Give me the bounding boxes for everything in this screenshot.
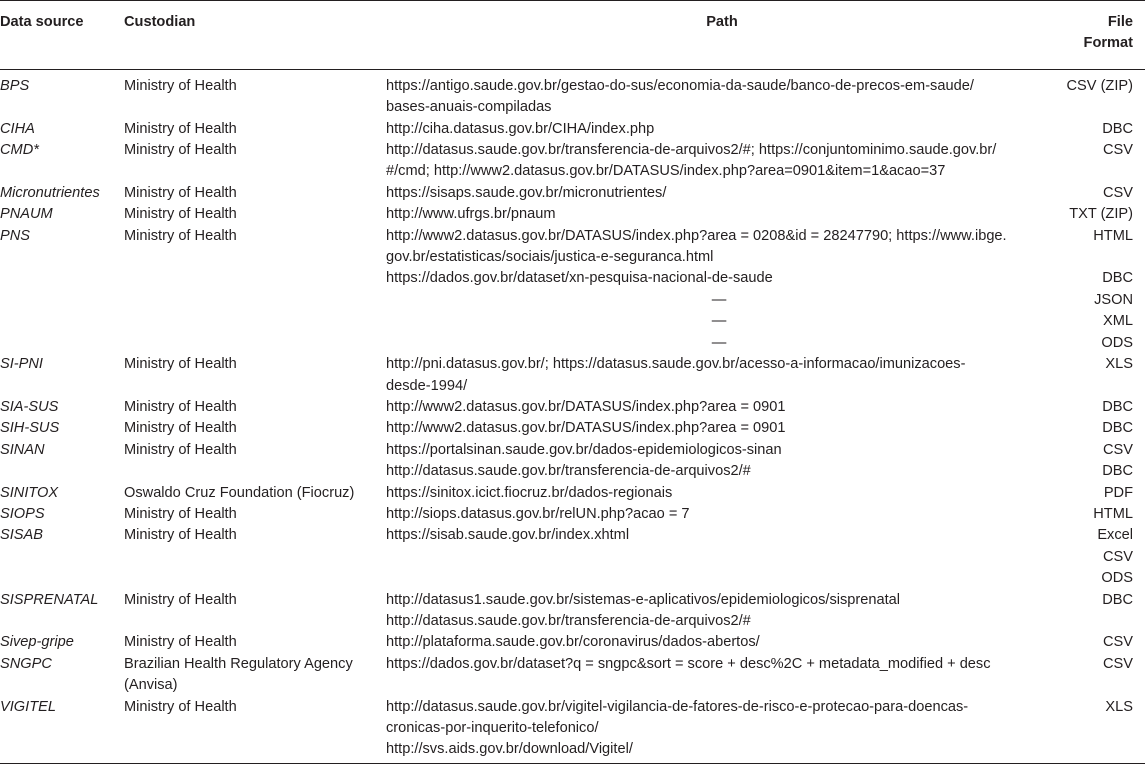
cell-path	[386, 418, 1058, 439]
custodian-line: Ministry of Health	[124, 505, 237, 522]
cell-path	[386, 654, 1058, 697]
custodian-line: Ministry of Health	[124, 398, 237, 415]
cell-path	[386, 290, 1058, 311]
cell-custodian	[124, 632, 386, 653]
custodian-line: Ministry of Health	[124, 356, 237, 373]
cell-file-format: CSV	[1102, 441, 1133, 458]
data-sources-table	[0, 8, 1145, 761]
cell-file-format: XLS	[1105, 356, 1133, 373]
cell-custodian	[124, 354, 386, 397]
cell-data-source: SIH-SUS	[0, 420, 60, 437]
cell-path	[386, 568, 1058, 589]
path-line: https://sisab.saude.gov.br/index.xhtml	[386, 527, 630, 544]
path-line: http://ciha.datasus.gov.br/CIHA/index.php	[386, 120, 655, 137]
path-line: http://svs.aids.gov.br/download/Vigitel/	[386, 741, 633, 758]
path-line: http://www2.datasus.gov.br/DATASUS/index.php?area = 0208&id = 28247790; https://www.ibge.	[386, 227, 1007, 244]
cell-path	[386, 525, 1058, 546]
path-line: —	[711, 313, 727, 330]
cell-custodian	[124, 418, 386, 439]
table-row	[0, 568, 1145, 589]
path-line: cronicas-por-inquerito-telefonico/	[386, 720, 599, 736]
cell-custodian	[124, 140, 386, 183]
header-row	[0, 8, 1145, 69]
path-line: http://datasus.saude.gov.br/transferencia-de-arquivos2/#	[386, 612, 751, 629]
cell-data-source	[0, 333, 124, 354]
custodian-line: Ministry of Health	[124, 441, 237, 458]
custodian-line: Ministry of Health	[124, 206, 237, 223]
cell-file-format: DBC	[1102, 120, 1133, 137]
cell-data-source	[0, 311, 124, 332]
cell-data-source: SINAN	[0, 441, 45, 458]
cell-data-source: PNAUM	[0, 206, 53, 223]
cell-custodian	[124, 69, 386, 118]
cell-path	[386, 204, 1058, 225]
header-file-format-line1: File	[1107, 14, 1133, 30]
table-row	[0, 290, 1145, 311]
cell-data-source	[0, 547, 124, 568]
custodian-line: Brazilian Health Regulatory Agency	[124, 655, 353, 672]
cell-path	[386, 226, 1058, 269]
table-body	[0, 69, 1145, 761]
cell-file-format: CSV	[1102, 142, 1133, 159]
cell-file-format: DBC	[1102, 463, 1133, 480]
cell-path	[386, 268, 1058, 289]
cell-path	[386, 397, 1058, 418]
path-line: gov.br/estatisticas/sociais/justica-e-seguranca.html	[386, 249, 714, 266]
table-row	[0, 483, 1145, 504]
cell-custodian	[124, 440, 386, 461]
cell-custodian	[124, 290, 386, 311]
cell-data-source: SISPRENATAL	[0, 591, 99, 608]
path-line: https://portalsinan.saude.gov.br/dados-epidemiologicos-sinan	[386, 441, 782, 458]
custodian-line: (Anvisa)	[124, 677, 178, 694]
custodian-line: Oswaldo Cruz Foundation (Fiocruz)	[124, 484, 355, 501]
path-line: http://siops.datasus.gov.br/relUN.php?acao = 7	[386, 505, 690, 522]
top-rule	[0, 0, 1145, 1]
custodian-line: Ministry of Health	[124, 227, 237, 244]
cell-data-source: SNGPC	[0, 655, 52, 672]
cell-path	[386, 504, 1058, 525]
path-line: https://sisaps.saude.gov.br/micronutrientes/	[386, 184, 667, 201]
table-row	[0, 525, 1145, 546]
header-file-format	[1058, 8, 1145, 69]
table-row	[0, 268, 1145, 289]
table-row	[0, 632, 1145, 653]
cell-path	[386, 311, 1058, 332]
path-line: http://www2.datasus.gov.br/DATASUS/index.php?area = 0901	[386, 398, 786, 415]
cell-data-source	[0, 568, 124, 589]
cell-path	[386, 183, 1058, 204]
table-row	[0, 311, 1145, 332]
table-row	[0, 547, 1145, 568]
cell-data-source: CIHA	[0, 120, 35, 137]
cell-data-source: Sivep-gripe	[0, 634, 74, 651]
cell-custodian	[124, 654, 386, 697]
cell-path	[386, 697, 1058, 761]
cell-path	[386, 461, 1058, 482]
cell-file-format: HTML	[1093, 505, 1133, 522]
table-row	[0, 397, 1145, 418]
cell-path	[386, 440, 1058, 461]
path-line: https://dados.gov.br/dataset?q = sngpc&sort = score + desc%2C + metadata_modified + desc	[386, 655, 991, 672]
cell-file-format: CSV	[1102, 634, 1133, 651]
cell-path	[386, 547, 1058, 568]
table-row	[0, 204, 1145, 225]
cell-custodian	[124, 483, 386, 504]
path-line: http://datasus.saude.gov.br/transferencia-de-arquivos2/#	[386, 463, 751, 480]
cell-path	[386, 69, 1058, 118]
cell-custodian	[124, 183, 386, 204]
table-row	[0, 183, 1145, 204]
cell-path	[386, 632, 1058, 653]
cell-custodian	[124, 204, 386, 225]
table-row	[0, 354, 1145, 397]
table-row	[0, 418, 1145, 439]
bottom-rule	[0, 763, 1145, 764]
path-line: http://www2.datasus.gov.br/DATASUS/index.php?area = 0901	[386, 420, 786, 437]
cell-file-format: PDF	[1103, 484, 1133, 501]
custodian-line: Ministry of Health	[124, 120, 237, 137]
path-line: http://pni.datasus.gov.br/; https://datasus.saude.gov.br/acesso-a-informacao/imunizacoes-	[386, 356, 966, 373]
cell-path	[386, 333, 1058, 354]
custodian-line: Ministry of Health	[124, 698, 237, 715]
path-line: —	[711, 291, 727, 308]
path-line: https://dados.gov.br/dataset/xn-pesquisa-nacional-de-saude	[386, 270, 773, 287]
cell-path	[386, 590, 1058, 633]
cell-data-source	[0, 461, 124, 482]
cell-data-source	[0, 268, 124, 289]
cell-custodian	[124, 119, 386, 140]
table-row	[0, 697, 1145, 761]
cell-custodian	[124, 397, 386, 418]
cell-custodian	[124, 311, 386, 332]
cell-data-source: Micronutrientes	[0, 184, 100, 201]
cell-custodian	[124, 568, 386, 589]
custodian-line: Ministry of Health	[124, 527, 237, 544]
path-line: —	[711, 334, 727, 351]
cell-custodian	[124, 226, 386, 269]
table-row	[0, 440, 1145, 461]
cell-file-format: DBC	[1102, 591, 1133, 608]
cell-data-source: SINITOX	[0, 484, 59, 501]
cell-data-source: SIA-SUS	[0, 398, 59, 415]
path-line: http://datasus1.saude.gov.br/sistemas-e-aplicativos/epidemiologicos/sisprenatal	[386, 591, 901, 608]
cell-data-source: BPS	[0, 77, 30, 94]
cell-file-format: CSV	[1102, 548, 1133, 565]
table-row	[0, 140, 1145, 183]
table-row	[0, 461, 1145, 482]
cell-custodian	[124, 504, 386, 525]
cell-file-format: DBC	[1102, 420, 1133, 437]
cell-path	[386, 119, 1058, 140]
custodian-line: Ministry of Health	[124, 184, 237, 201]
custodian-line: Ministry of Health	[124, 420, 237, 437]
path-line: desde-1994/	[386, 377, 468, 394]
cell-path	[386, 354, 1058, 397]
table-row	[0, 119, 1145, 140]
cell-data-source: SIOPS	[0, 505, 45, 522]
cell-custodian	[124, 697, 386, 761]
custodian-line: Ministry of Health	[124, 591, 237, 608]
cell-file-format: CSV	[1102, 655, 1133, 672]
path-line: https://sinitox.icict.fiocruz.br/dados-regionais	[386, 484, 673, 501]
table-row	[0, 333, 1145, 354]
cell-file-format: XML	[1102, 313, 1133, 330]
path-line: http://datasus.saude.gov.br/transferencia-de-arquivos2/#; https://conjuntominimo.saude.gov.br/	[386, 142, 997, 159]
path-line: #/cmd; http://www2.datasus.gov.br/DATASUS/index.php?area=0901&item=1&acao=37	[386, 163, 946, 180]
header-data-source: Data source	[0, 14, 84, 30]
custodian-line: Ministry of Health	[124, 77, 237, 94]
cell-data-source: SISAB	[0, 527, 43, 544]
cell-custodian	[124, 461, 386, 482]
header-custodian: Custodian	[124, 14, 196, 30]
cell-path	[386, 140, 1058, 183]
cell-file-format: ODS	[1101, 334, 1133, 351]
table-row	[0, 504, 1145, 525]
cell-data-source: SI-PNI	[0, 356, 43, 373]
cell-data-source: PNS	[0, 227, 31, 244]
header-file-format-line2: Format	[1083, 35, 1133, 52]
path-line: bases-anuais-compiladas	[386, 99, 552, 116]
path-line: https://antigo.saude.gov.br/gestao-do-sus/economia-da-saude/banco-de-precos-em-saude/	[386, 77, 974, 94]
path-line: http://plataforma.saude.gov.br/coronavirus/dados-abertos/	[386, 634, 760, 651]
cell-file-format: XLS	[1105, 698, 1133, 715]
cell-custodian	[124, 547, 386, 568]
cell-file-format: Excel	[1097, 527, 1133, 544]
cell-path	[386, 483, 1058, 504]
path-line: http://datasus.saude.gov.br/vigitel-vigilancia-de-fatores-de-risco-e-protecao-para-doencas-	[386, 698, 969, 715]
cell-file-format: DBC	[1102, 398, 1133, 415]
custodian-line: Ministry of Health	[124, 634, 237, 651]
cell-custodian	[124, 525, 386, 546]
table-row	[0, 654, 1145, 697]
table-row	[0, 69, 1145, 118]
cell-file-format: CSV	[1102, 184, 1133, 201]
cell-file-format: TXT (ZIP)	[1069, 206, 1133, 223]
cell-file-format: CSV (ZIP)	[1066, 77, 1133, 94]
cell-custodian	[124, 590, 386, 633]
cell-custodian	[124, 268, 386, 289]
table-row	[0, 226, 1145, 269]
cell-data-source: VIGITEL	[0, 698, 56, 715]
cell-data-source	[0, 290, 124, 311]
cell-file-format: JSON	[1094, 291, 1133, 308]
cell-file-format: HTML	[1093, 227, 1133, 244]
cell-custodian	[124, 333, 386, 354]
cell-file-format: DBC	[1102, 270, 1133, 287]
custodian-line: Ministry of Health	[124, 142, 237, 159]
cell-file-format: ODS	[1101, 570, 1133, 587]
path-line: http://www.ufrgs.br/pnaum	[386, 206, 556, 223]
table-row	[0, 590, 1145, 633]
header-path: Path	[706, 14, 738, 30]
cell-data-source: CMD*	[0, 142, 39, 159]
